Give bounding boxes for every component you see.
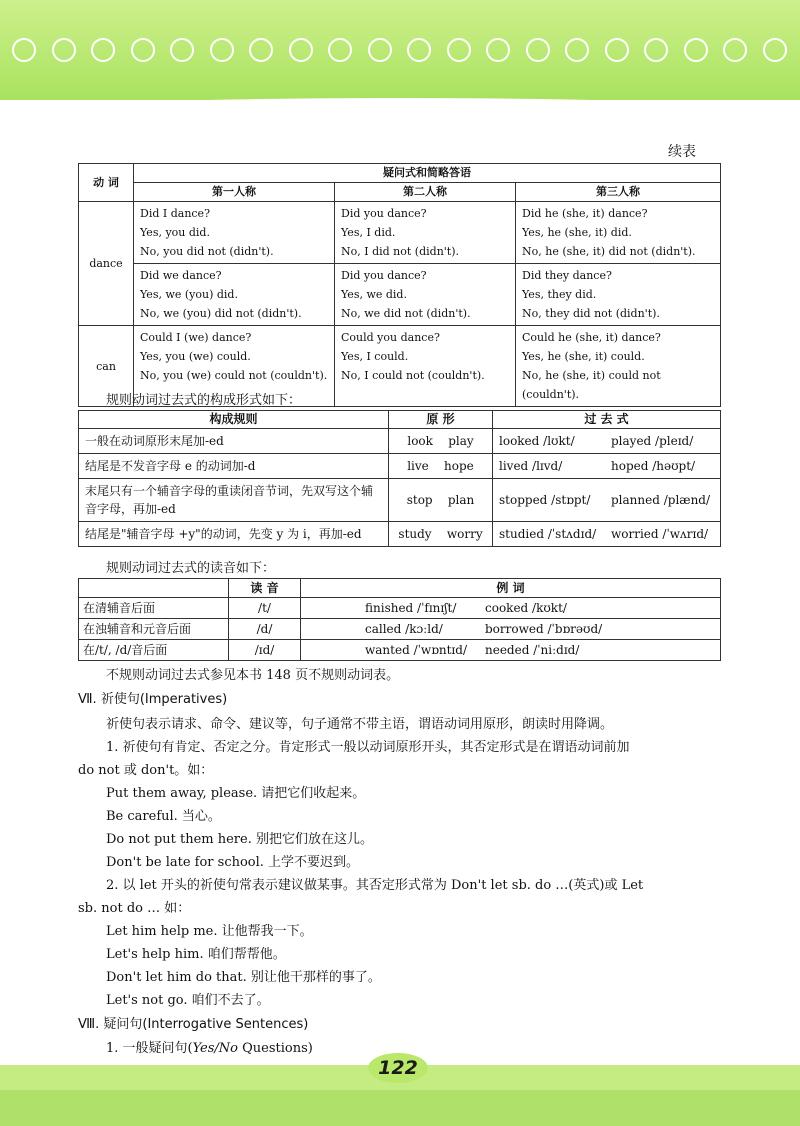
- sound-cell: /t/: [229, 598, 301, 619]
- example-sentence: Don't be late for school. 上学不要迟到。: [106, 855, 360, 870]
- table-cell: Did you dance? Yes, I did. No, I did not (didn't).: [335, 202, 516, 264]
- rule-cell: 一般在动词原形末尾加-ed: [79, 429, 389, 454]
- table-row: [79, 640, 721, 661]
- table-cell: Did you dance? Yes, we did. No, we did not (didn't).: [335, 264, 516, 326]
- column-header: 过 去 式: [493, 411, 721, 429]
- section-7-title: Ⅶ. 祈使句(Imperatives): [78, 692, 228, 707]
- paragraph: 1. 祈使句有肯定、否定之分。肯定形式一般以动词原形开头，其否定形式是在谓语动词前加: [106, 740, 630, 755]
- paragraph: do not 或 don't。如：: [78, 763, 214, 778]
- table-row: [79, 522, 721, 547]
- rule-cell: 末尾只有一个辅音字母的重读闭音节词，先双写这个辅音字母，再加-ed: [79, 479, 389, 522]
- ring-decoration: [763, 38, 787, 62]
- footer-stripe: [0, 1090, 800, 1126]
- table-row: [79, 479, 721, 522]
- ring-decoration: [91, 38, 115, 62]
- base-cell: stop plan: [389, 479, 493, 522]
- example-sentence: Don't let him do that. 别让他干那样的事了。: [106, 970, 381, 985]
- verb-cell: can: [79, 326, 134, 407]
- ring-decoration: [644, 38, 668, 62]
- example-sentence: Do not put them here. 别把它们放在这儿。: [106, 832, 373, 847]
- intro-text: 规则动词过去式的读音如下：: [106, 561, 276, 576]
- table-cell: Could he (she, it) dance? Yes, he (she, it) could. No, he (she, it) could not (couldn't).: [516, 326, 721, 407]
- condition-cell: 在清辅音后面: [79, 598, 229, 619]
- table-row: [79, 619, 721, 640]
- ring-decoration: [486, 38, 510, 62]
- rule-cell: 结尾是不发音字母 e 的动词加-d: [79, 454, 389, 479]
- table-cell: Could I (we) dance? Yes, you (we) could. No, you (we) could not (couldn't).: [134, 326, 335, 407]
- person-header: 第三人称: [516, 183, 721, 202]
- example-cell: called /kɔːld/ borrowed /ˈbɒrəʊd/: [301, 619, 721, 640]
- page-number: 122: [368, 1053, 428, 1083]
- ring-decoration: [605, 38, 629, 62]
- condition-cell: 在/t/, /d/音后面: [79, 640, 229, 661]
- base-cell: study worry: [389, 522, 493, 547]
- verb-header: 动 词: [79, 164, 134, 202]
- past-cell: stopped /stɒpt/ planned /plænd/: [493, 479, 721, 522]
- ring-decoration: [12, 38, 36, 62]
- column-header: 构成规则: [79, 411, 389, 429]
- column-header: 原 形: [389, 411, 493, 429]
- base-cell: look play: [389, 429, 493, 454]
- ring-decoration: [328, 38, 352, 62]
- irregular-note: 不规则动词过去式参见本书 148 页不规则动词表。: [106, 668, 400, 683]
- ring-decoration: [723, 38, 747, 62]
- pronunciation-table: [78, 578, 721, 661]
- ring-decoration: [131, 38, 155, 62]
- person-header: 第一人称: [134, 183, 335, 202]
- example-cell: finished /ˈfɪnɪʃt/ cooked /kʊkt/: [301, 598, 721, 619]
- header-curve: [0, 98, 800, 138]
- rule-cell: 结尾是"辅音字母 +y"的动词，先变 y 为 i，再加-ed: [79, 522, 389, 547]
- example-sentence: Be careful. 当心。: [106, 809, 221, 824]
- group-header: 疑问式和简略答语: [134, 164, 721, 183]
- example-sentence: Let's not go. 咱们不去了。: [106, 993, 270, 1008]
- example-sentence: Let him help me. 让他帮我一下。: [106, 924, 313, 939]
- sound-cell: /d/: [229, 619, 301, 640]
- ring-decoration: [289, 38, 313, 62]
- question-forms-table: [78, 163, 721, 407]
- example-sentence: Let's help him. 咱们帮帮他。: [106, 947, 286, 962]
- intro-text: 规则动词过去式的构成形式如下：: [106, 393, 302, 408]
- person-header: 第二人称: [335, 183, 516, 202]
- example-sentence: Put them away, please. 请把它们收起来。: [106, 786, 366, 801]
- table-row: [79, 202, 721, 264]
- ring-decoration: [407, 38, 431, 62]
- regular-past-rules-table: [78, 410, 721, 547]
- table-cell: Did I dance? Yes, you did. No, you did not (didn't).: [134, 202, 335, 264]
- ring-decoration: [565, 38, 589, 62]
- ring-decoration: [52, 38, 76, 62]
- example-cell: wanted /ˈwɒntɪd/ needed /ˈniːdɪd/: [301, 640, 721, 661]
- column-header: 例 词: [301, 579, 721, 598]
- base-cell: live hope: [389, 454, 493, 479]
- table-cell: Could you dance? Yes, I could. No, I could not (couldn't).: [335, 326, 516, 407]
- subheading: 1. 一般疑问句(Yes/No Questions): [106, 1041, 313, 1056]
- paragraph: sb. not do … 如：: [78, 901, 191, 916]
- continued-label: 续表: [668, 144, 696, 160]
- ring-decoration: [526, 38, 550, 62]
- condition-cell: 在浊辅音和元音后面: [79, 619, 229, 640]
- ring-decoration: [249, 38, 273, 62]
- table-cell: Did we dance? Yes, we (you) did. No, we (you) did not (didn't).: [134, 264, 335, 326]
- table-row: [79, 429, 721, 454]
- table-cell: Did he (she, it) dance? Yes, he (she, it) did. No, he (she, it) did not (didn't).: [516, 202, 721, 264]
- ring-decoration: [447, 38, 471, 62]
- table-cell: Did they dance? Yes, they did. No, they did not (didn't).: [516, 264, 721, 326]
- past-cell: studied /ˈstʌdɪd/ worried /ˈwʌrɪd/: [493, 522, 721, 547]
- section-8-title: Ⅷ. 疑问句(Interrogative Sentences): [78, 1017, 309, 1032]
- table-row: [79, 598, 721, 619]
- ring-decoration: [368, 38, 392, 62]
- column-header: [79, 579, 229, 598]
- paragraph: 祈使句表示请求、命令、建议等，句子通常不带主语，谓语动词用原形，朗读时用降调。: [106, 717, 614, 732]
- ring-decoration: [210, 38, 234, 62]
- past-cell: lived /lɪvd/ hoped /həʊpt/: [493, 454, 721, 479]
- verb-cell: dance: [79, 202, 134, 326]
- table-row: [79, 264, 721, 326]
- ring-decoration: [684, 38, 708, 62]
- header-band: [0, 0, 800, 100]
- table-row: [79, 454, 721, 479]
- paragraph: 2. 以 let 开头的祈使句常表示建议做某事。其否定形式常为 Don't let sb. do …(英式)或 Let: [106, 878, 644, 893]
- past-cell: looked /lʊkt/ played /pleɪd/: [493, 429, 721, 454]
- sound-cell: /ɪd/: [229, 640, 301, 661]
- column-header: 读 音: [229, 579, 301, 598]
- ring-decoration: [170, 38, 194, 62]
